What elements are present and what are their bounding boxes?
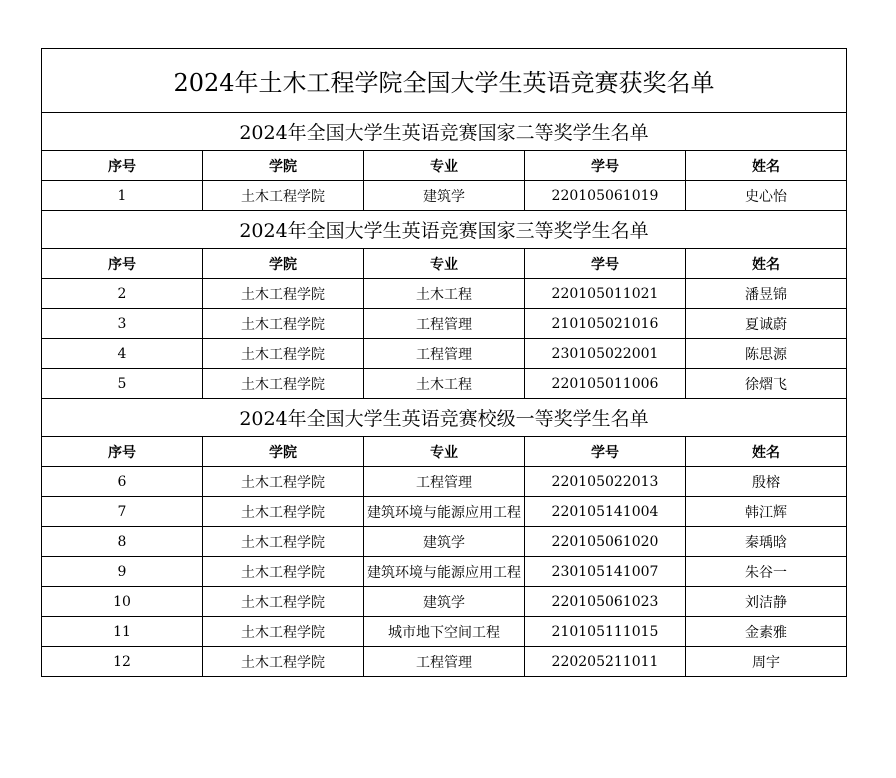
main-title-row xyxy=(42,49,847,113)
cell-student-name: 夏诚蔚 xyxy=(686,309,847,339)
table-row xyxy=(42,647,847,677)
award-list-table xyxy=(41,48,847,677)
cell-major: 城市地下空间工程 xyxy=(364,617,525,647)
cell-major: 土木工程 xyxy=(364,279,525,309)
cell-student-id: 230105022001 xyxy=(525,339,686,369)
cell-college: 土木工程学院 xyxy=(203,617,364,647)
cell-student-name: 徐熠飞 xyxy=(686,369,847,399)
table-row xyxy=(42,467,847,497)
header-student-id: 学号 xyxy=(525,249,686,279)
cell-student-name: 陈思源 xyxy=(686,339,847,369)
column-header-row xyxy=(42,249,847,279)
cell-student-id: 210105111015 xyxy=(525,617,686,647)
cell-seq-no: 4 xyxy=(42,339,203,369)
header-seq-no: 序号 xyxy=(42,437,203,467)
cell-major: 工程管理 xyxy=(364,647,525,677)
cell-college: 土木工程学院 xyxy=(203,467,364,497)
cell-seq-no: 11 xyxy=(42,617,203,647)
header-major: 专业 xyxy=(364,249,525,279)
cell-college: 土木工程学院 xyxy=(203,309,364,339)
cell-college: 土木工程学院 xyxy=(203,557,364,587)
cell-college: 土木工程学院 xyxy=(203,181,364,211)
header-student-name: 姓名 xyxy=(686,249,847,279)
table-row xyxy=(42,497,847,527)
table-row xyxy=(42,279,847,309)
header-college: 学院 xyxy=(203,151,364,181)
cell-student-id: 230105141007 xyxy=(525,557,686,587)
cell-major: 建筑学 xyxy=(364,587,525,617)
cell-student-name: 韩江辉 xyxy=(686,497,847,527)
table-row xyxy=(42,527,847,557)
column-header-row xyxy=(42,437,847,467)
table-row xyxy=(42,339,847,369)
award-list-body xyxy=(42,49,847,677)
table-row xyxy=(42,617,847,647)
cell-seq-no: 1 xyxy=(42,181,203,211)
header-major: 专业 xyxy=(364,437,525,467)
cell-college: 土木工程学院 xyxy=(203,497,364,527)
cell-seq-no: 7 xyxy=(42,497,203,527)
cell-student-id: 210105021016 xyxy=(525,309,686,339)
table-row xyxy=(42,557,847,587)
header-student-id: 学号 xyxy=(525,151,686,181)
cell-student-name: 潘昱锦 xyxy=(686,279,847,309)
section-title-row xyxy=(42,211,847,249)
cell-student-name: 殷榕 xyxy=(686,467,847,497)
cell-student-name: 史心怡 xyxy=(686,181,847,211)
cell-seq-no: 3 xyxy=(42,309,203,339)
cell-student-id: 220105061020 xyxy=(525,527,686,557)
cell-major: 建筑学 xyxy=(364,181,525,211)
section-title-row xyxy=(42,113,847,151)
cell-student-id: 220105061023 xyxy=(525,587,686,617)
table-row xyxy=(42,587,847,617)
cell-student-id: 220105022013 xyxy=(525,467,686,497)
cell-college: 土木工程学院 xyxy=(203,647,364,677)
cell-student-id: 220105061019 xyxy=(525,181,686,211)
cell-seq-no: 8 xyxy=(42,527,203,557)
cell-student-name: 秦瑀晗 xyxy=(686,527,847,557)
header-student-id: 学号 xyxy=(525,437,686,467)
cell-student-id: 220205211011 xyxy=(525,647,686,677)
cell-student-name: 朱谷一 xyxy=(686,557,847,587)
cell-seq-no: 5 xyxy=(42,369,203,399)
header-student-name: 姓名 xyxy=(686,151,847,181)
cell-student-id: 220105011021 xyxy=(525,279,686,309)
cell-college: 土木工程学院 xyxy=(203,369,364,399)
cell-major: 建筑环境与能源应用工程 xyxy=(364,497,525,527)
cell-student-id: 220105011006 xyxy=(525,369,686,399)
cell-major: 建筑学 xyxy=(364,527,525,557)
cell-college: 土木工程学院 xyxy=(203,587,364,617)
section-title-row xyxy=(42,399,847,437)
cell-college: 土木工程学院 xyxy=(203,279,364,309)
cell-seq-no: 10 xyxy=(42,587,203,617)
cell-seq-no: 12 xyxy=(42,647,203,677)
cell-college: 土木工程学院 xyxy=(203,339,364,369)
cell-major: 建筑环境与能源应用工程 xyxy=(364,557,525,587)
table-row xyxy=(42,369,847,399)
cell-major: 工程管理 xyxy=(364,309,525,339)
header-student-name: 姓名 xyxy=(686,437,847,467)
cell-college: 土木工程学院 xyxy=(203,527,364,557)
table-row xyxy=(42,181,847,211)
cell-student-name: 刘洁静 xyxy=(686,587,847,617)
section-title: 2024年全国大学生英语竞赛国家二等奖学生名单 xyxy=(42,113,847,151)
cell-student-id: 220105141004 xyxy=(525,497,686,527)
cell-major: 工程管理 xyxy=(364,467,525,497)
cell-seq-no: 2 xyxy=(42,279,203,309)
cell-student-name: 周宇 xyxy=(686,647,847,677)
cell-seq-no: 6 xyxy=(42,467,203,497)
cell-major: 土木工程 xyxy=(364,369,525,399)
header-major: 专业 xyxy=(364,151,525,181)
table-row xyxy=(42,309,847,339)
header-seq-no: 序号 xyxy=(42,249,203,279)
column-header-row xyxy=(42,151,847,181)
section-title: 2024年全国大学生英语竞赛国家三等奖学生名单 xyxy=(42,211,847,249)
header-college: 学院 xyxy=(203,249,364,279)
cell-student-name: 金素雅 xyxy=(686,617,847,647)
header-seq-no: 序号 xyxy=(42,151,203,181)
cell-seq-no: 9 xyxy=(42,557,203,587)
main-title: 2024年土木工程学院全国大学生英语竞赛获奖名单 xyxy=(42,49,847,113)
header-college: 学院 xyxy=(203,437,364,467)
section-title: 2024年全国大学生英语竞赛校级一等奖学生名单 xyxy=(42,399,847,437)
cell-major: 工程管理 xyxy=(364,339,525,369)
